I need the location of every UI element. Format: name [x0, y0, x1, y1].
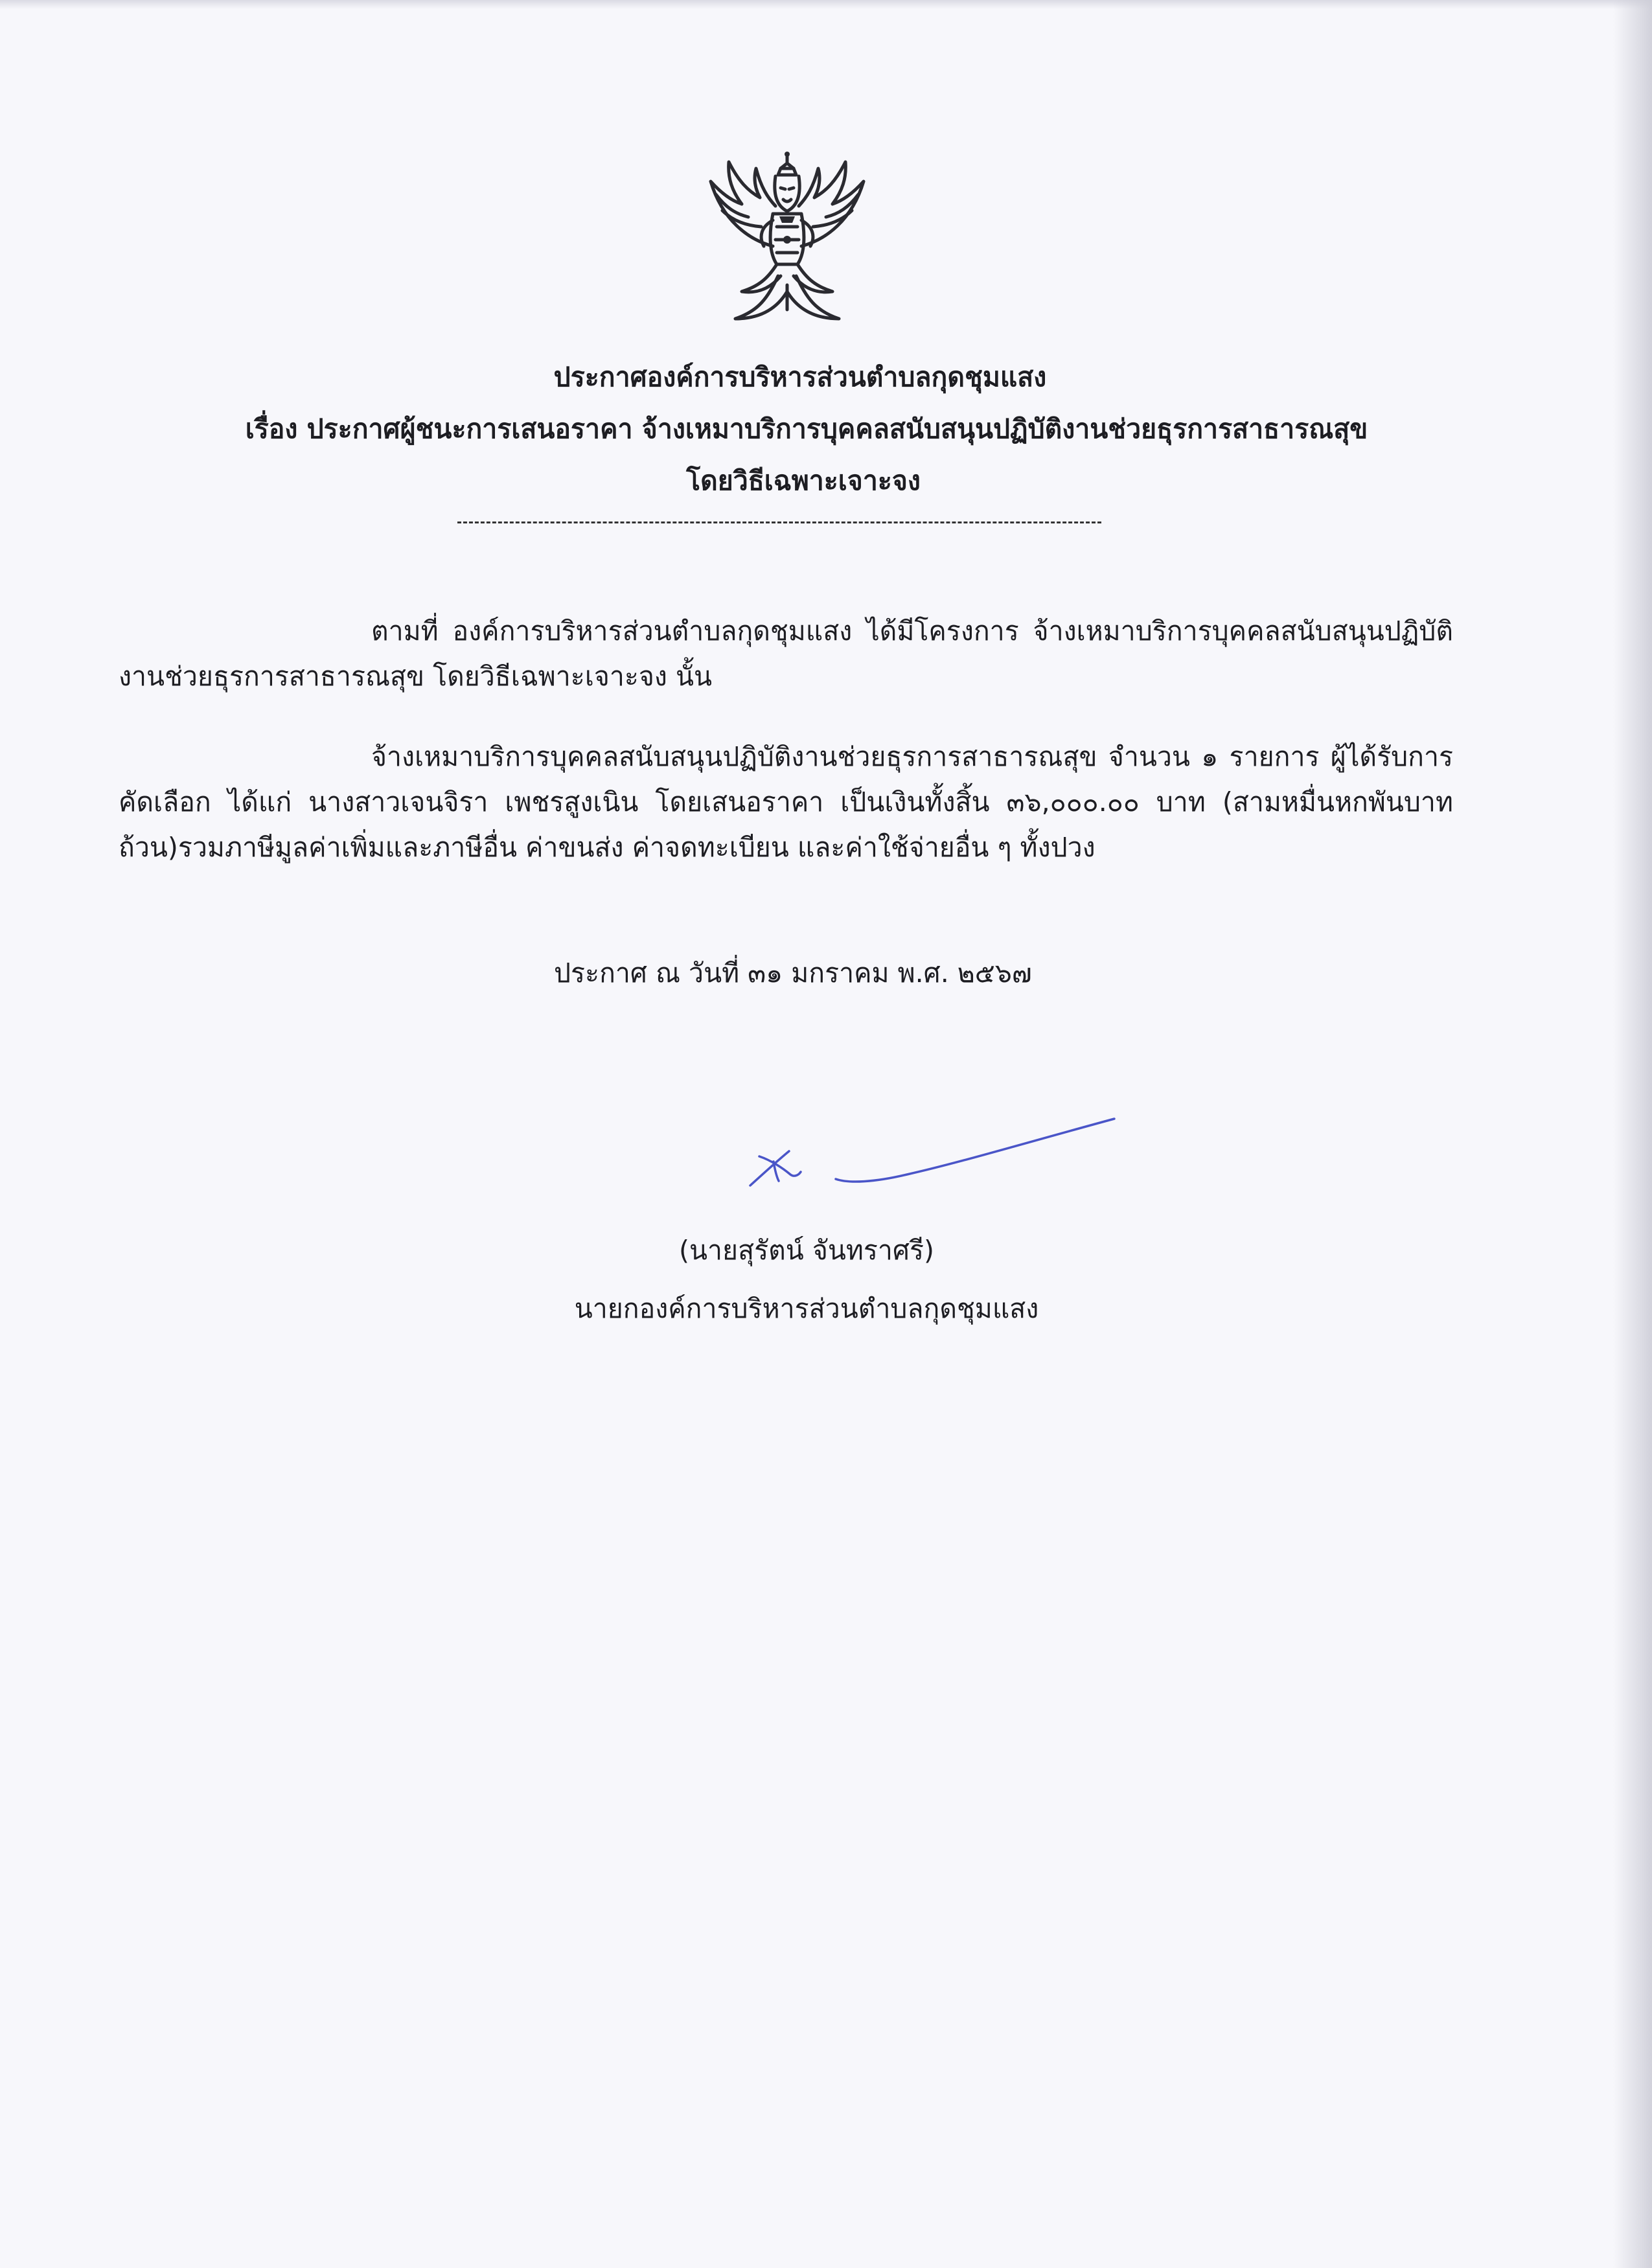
scan-right-edge: [1613, 0, 1652, 2268]
scan-top-edge: [0, 0, 1652, 9]
announcement-title: ประกาศองค์การบริหารส่วนตำบลกุดชุมแสง: [553, 361, 1047, 393]
announcement-date: ประกาศ ณ วันที่ ๓๑ มกราคม พ.ศ. ๒๕๖๗: [554, 957, 1032, 989]
signer-position: นายกองค์การบริหารส่วนตำบลกุดชุมแสง: [574, 1293, 1039, 1324]
announcement-subject: เรื่อง ประกาศผู้ชนะการเสนอราคา จ้างเหมาบริการบุคคลสนับสนุนปฏิบัติงานช่วยธุรการสาธารณสุข: [245, 413, 1368, 444]
announcement-method: โดยวิธีเฉพาะเจาะจง: [686, 465, 921, 496]
handwritten-signature: [745, 1105, 1134, 1208]
body-paragraph-1: ตามที่ องค์การบริหารส่วนตำบลกุดชุมแสง ได้มีโครงการ จ้างเหมาบริการบุคคลสนับสนุนปฏิบัติงานช่วยธุรการสาธารณสุข โดยวิธีเฉพาะเจาะจง นั้น: [119, 615, 1453, 692]
body-paragraph-2: จ้างเหมาบริการบุคคลสนับสนุนปฏิบัติงานช่วยธุรการสาธารณสุข จำนวน ๑ รายการ ผู้ได้รับการคัดเลือก ได้แก่ นางสาวเจนจิรา เพชรสูงเนิน โดยเสนอราคา เป็นเงินทั้งสิ้น ๓๖,๐๐๐.๐๐ บาท (สามหมื่นหกพันบาทถ้วน)รวมภาษีมูลค่าเพิ่มและภาษีอื่น ค่าขนส่ง ค่าจดทะเบียน และค่าใช้จ่ายอื่น ๆ ทั้งปวง: [119, 741, 1453, 863]
garuda-emblem-icon: [696, 149, 878, 330]
dashed-divider: [457, 521, 1101, 523]
signer-name: (นายสุรัตน์ จันทราศรี): [679, 1235, 934, 1266]
